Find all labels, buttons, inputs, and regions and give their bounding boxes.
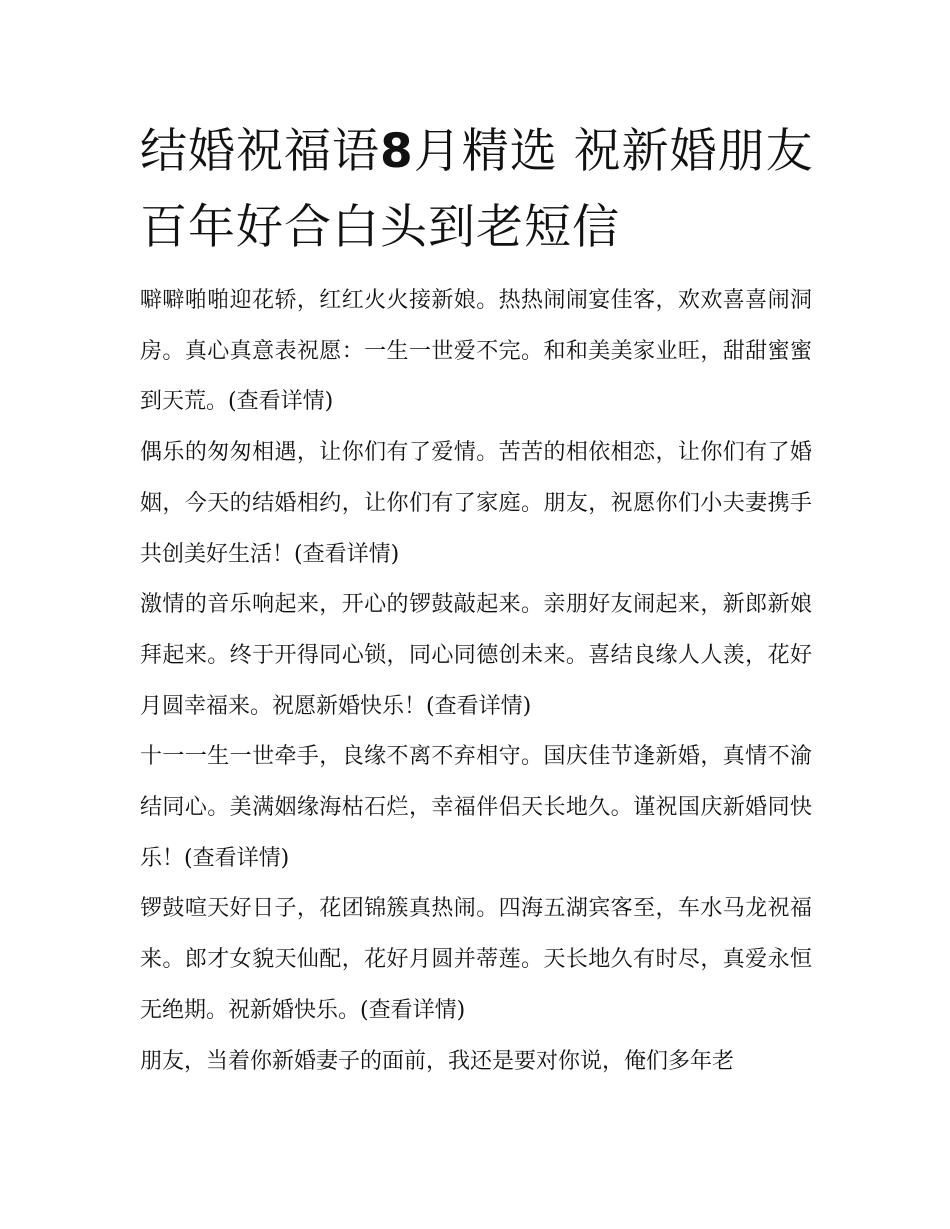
document-title	[140, 114, 830, 266]
title-text-part1: 结婚祝福语	[140, 124, 380, 179]
paragraph: 激情的音乐响起来，开心的锣鼓敲起来。亲朋好友闹起来，新郎新娘拜起来。终于开得同心锁，同心同德创未来。喜结良缘人人羡，花好月圆幸福来。祝愿新婚快乐！(查看详情)	[140, 592, 812, 719]
title-text-part2: 月精选 祝新婚朋友百年好合白头到老短信	[140, 124, 814, 255]
paragraph: 偶乐的匆匆相遇，让你们有了爱情。苦苦的相依相恋，让你们有了婚姻，今天的结婚相约，让你们有了家庭。朋友，祝愿你们小夫妻携手共创美好生活！(查看详情)	[140, 440, 812, 567]
paragraph: 十一一生一世牵手，良缘不离不弃相守。国庆佳节逢新婚，真情不渝结同心。美满姻缘海枯石烂，幸福伴侣天长地久。谨祝国庆新婚同快乐！(查看详情)	[140, 744, 812, 871]
document-body	[140, 276, 812, 1087]
paragraph: 噼噼啪啪迎花轿，红红火火接新娘。热热闹闹宴佳客，欢欢喜喜闹洞房。真心真意表祝愿：一生一世爱不完。和和美美家业旺，甜甜蜜蜜到天荒。(查看详情)	[140, 288, 812, 415]
title-number: 8	[380, 124, 414, 179]
paragraph: 锣鼓喧天好日子，花团锦簇真热闹。四海五湖宾客至，车水马龙祝福来。郎才女貌天仙配，花好月圆并蒂莲。天长地久有时尽，真爱永恒无绝期。祝新婚快乐。(查看详情)	[140, 896, 812, 1023]
paragraph: 朋友，当着你新婚妻子的面前，我还是要对你说，俺们多年老	[140, 1048, 735, 1074]
